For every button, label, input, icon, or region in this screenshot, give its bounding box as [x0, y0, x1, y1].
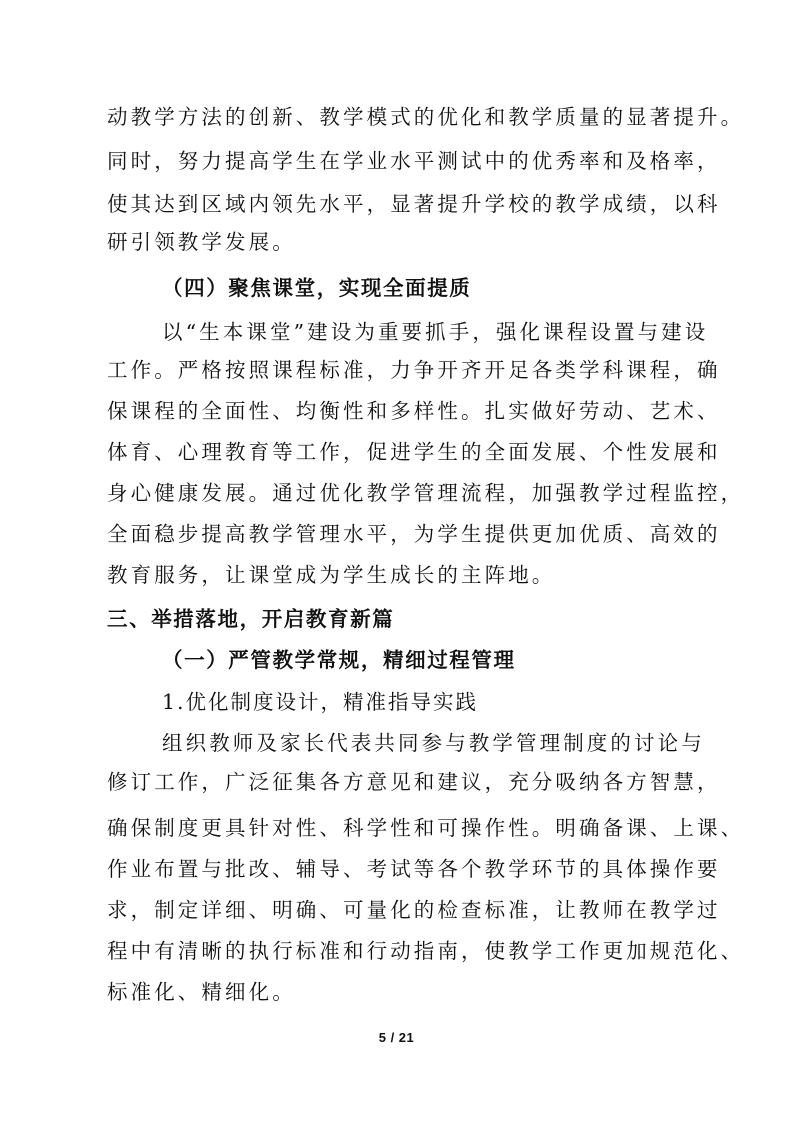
numbered-heading: 1.优化制度设计，精准指导实践: [162, 690, 479, 714]
paragraph-line: 全面稳步提高教学管理水平，为学生提供更加优质、高效的: [107, 522, 721, 546]
paragraph-line: 体育、心理教育等工作，促进学生的全面发展、个性发展和: [107, 440, 721, 464]
paragraph-line: 同时，努力提高学生在学业水平测试中的优秀率和及格率，: [107, 149, 721, 173]
paragraph-line: 组织教师及家长代表共同参与教学管理制度的讨论与: [162, 731, 705, 755]
paragraph-line: 工作。严格按照课程标准，力争开齐开足各类学科课程，确: [107, 358, 721, 382]
paragraph-line: 标准化、精细化。: [107, 980, 296, 1004]
paragraph-line: 研引领教学发展。: [107, 230, 296, 254]
subsection-heading: （四）聚焦课堂，实现全面提质: [162, 276, 472, 300]
paragraph-line: 确保制度更具针对性、科学性和可操作性。明确备课、上课、: [107, 816, 745, 840]
paragraph-line: 身心健康发展。通过优化教学管理流程，加强教学过程监控，: [107, 481, 745, 505]
paragraph-line: 程中有清晰的执行标准和行动指南，使教学工作更加规范化、: [107, 939, 745, 963]
paragraph-line: 作业布置与批改、辅导、考试等各个教学环节的具体操作要: [107, 857, 721, 881]
paragraph-line: 修订工作，广泛征集各方意见和建议，充分吸纳各方智慧，: [107, 770, 721, 794]
paragraph-line: 保课程的全面性、均衡性和多样性。扎实做好劳动、艺术、: [107, 399, 721, 423]
paragraph-line: 使其达到区域内领先水平，显著提升学校的教学成绩，以科: [107, 192, 721, 216]
section-heading: 三、举措落地，开启教育新篇: [107, 607, 395, 631]
page-number: 5 / 21: [378, 1030, 415, 1045]
paragraph-line: 以“生本课堂”建设为重要抓手，强化课程设置与建设: [162, 320, 709, 344]
paragraph-line: 动教学方法的创新、教学模式的优化和教学质量的显著提升。: [107, 105, 745, 129]
paragraph-line: 求，制定详细、明确、可量化的检查标准，让教师在教学过: [107, 898, 721, 922]
subsection-heading: （一）严管教学常规，精细过程管理: [162, 648, 516, 672]
paragraph-line: 教育服务，让课堂成为学生成长的主阵地。: [107, 563, 556, 587]
